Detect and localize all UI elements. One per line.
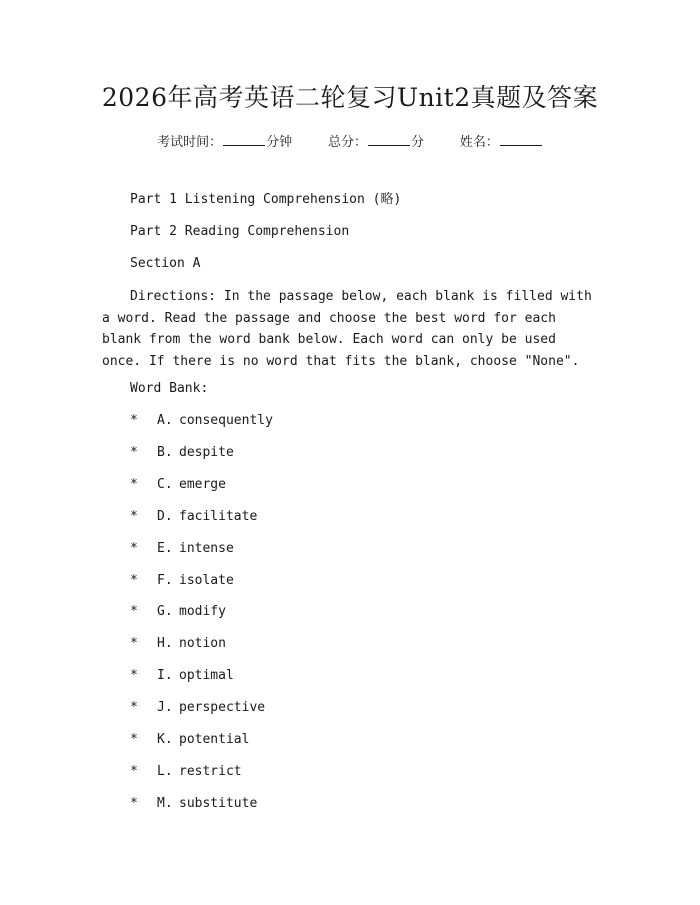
word-bank-item-word: consequently bbox=[179, 413, 273, 428]
word-bank-item-letter: B. bbox=[157, 444, 173, 460]
student-name-blank bbox=[500, 131, 542, 146]
word-bank-item bbox=[130, 634, 226, 654]
asterisk-bullet-icon: * bbox=[130, 604, 138, 620]
word-bank-item-letter: E. bbox=[157, 540, 173, 556]
exam-time-blank bbox=[223, 131, 265, 146]
word-bank-item-letter: H. bbox=[157, 636, 173, 652]
word-bank-item-word: modify bbox=[179, 604, 226, 620]
word-bank-item-word: notion bbox=[179, 636, 226, 652]
word-bank-item-word: facilitate bbox=[179, 508, 258, 524]
word-bank-item bbox=[130, 539, 234, 559]
word-bank-item-letter: L. bbox=[157, 763, 173, 779]
word-bank-item-letter: D. bbox=[157, 508, 173, 524]
word-bank-item bbox=[130, 666, 234, 686]
total-score-unit: 分 bbox=[411, 135, 425, 150]
exam-time-label: 考试时间： bbox=[157, 135, 223, 150]
word-bank-item bbox=[130, 698, 265, 718]
word-bank-item bbox=[130, 475, 226, 495]
word-bank-item-word: perspective bbox=[179, 700, 266, 716]
word-bank-item-letter: I. bbox=[157, 668, 173, 684]
total-score-label: 总分： bbox=[327, 135, 367, 150]
asterisk-bullet-icon: * bbox=[130, 763, 138, 779]
word-bank-item-word: despite bbox=[179, 444, 234, 460]
word-bank-item-letter: M. bbox=[157, 795, 173, 811]
word-bank-item-word: emerge bbox=[179, 476, 226, 492]
word-bank-item-word: restrict bbox=[179, 763, 242, 779]
word-bank-item bbox=[130, 794, 257, 814]
asterisk-bullet-icon: * bbox=[130, 413, 138, 428]
asterisk-bullet-icon: * bbox=[130, 572, 138, 588]
word-bank-item-letter: A. bbox=[157, 413, 173, 428]
exam-info-line bbox=[0, 131, 700, 153]
directions-paragraph: Directions: In the passage below, each blank is filled with a word. Read the passage and choose the best word for each blank from the word bank below. Each word can only be used once. If there is no word that fits the blank, choose "None". bbox=[102, 289, 592, 369]
student-name-field bbox=[460, 131, 543, 153]
exam-time-field bbox=[157, 131, 292, 153]
part2-heading: Part 2 Reading Comprehension bbox=[130, 224, 350, 239]
section-heading: Section A bbox=[130, 256, 201, 271]
total-score-field bbox=[328, 131, 424, 153]
word-bank-item-letter: F. bbox=[157, 572, 173, 588]
word-bank-item-word: intense bbox=[179, 540, 234, 556]
word-bank-item-word: isolate bbox=[179, 572, 234, 588]
asterisk-bullet-icon: * bbox=[130, 508, 138, 524]
word-bank-item bbox=[130, 443, 234, 463]
document-title: 2026年高考英语二轮复习Unit2真题及答案 bbox=[101, 83, 599, 112]
word-bank-item bbox=[130, 730, 249, 750]
asterisk-bullet-icon: * bbox=[130, 476, 138, 492]
asterisk-bullet-icon: * bbox=[130, 636, 138, 652]
word-bank-label: Word Bank: bbox=[130, 381, 209, 396]
word-bank-item bbox=[130, 602, 226, 622]
asterisk-bullet-icon: * bbox=[130, 668, 138, 684]
word-bank-item-word: potential bbox=[179, 732, 250, 747]
asterisk-bullet-icon: * bbox=[130, 795, 138, 811]
asterisk-bullet-icon: * bbox=[130, 540, 138, 556]
word-bank-item bbox=[130, 411, 273, 431]
part1-heading: Part 1 Listening Comprehension (略) bbox=[130, 192, 402, 207]
word-bank-item-word: optimal bbox=[179, 668, 234, 684]
word-bank-item bbox=[130, 762, 242, 782]
asterisk-bullet-icon: * bbox=[130, 444, 138, 460]
word-bank-item-word: substitute bbox=[179, 795, 258, 811]
word-bank-item-letter: G. bbox=[157, 604, 173, 620]
asterisk-bullet-icon: * bbox=[130, 700, 138, 716]
exam-time-unit: 分钟 bbox=[266, 135, 293, 150]
word-bank-item-letter: K. bbox=[157, 732, 173, 747]
asterisk-bullet-icon: * bbox=[130, 732, 138, 747]
word-bank-item bbox=[130, 507, 257, 527]
word-bank-item-letter: C. bbox=[157, 476, 173, 492]
word-bank-item-letter: J. bbox=[157, 700, 173, 716]
total-score-blank bbox=[368, 131, 410, 146]
word-bank-item bbox=[130, 571, 234, 591]
student-name-label: 姓名： bbox=[459, 135, 499, 150]
